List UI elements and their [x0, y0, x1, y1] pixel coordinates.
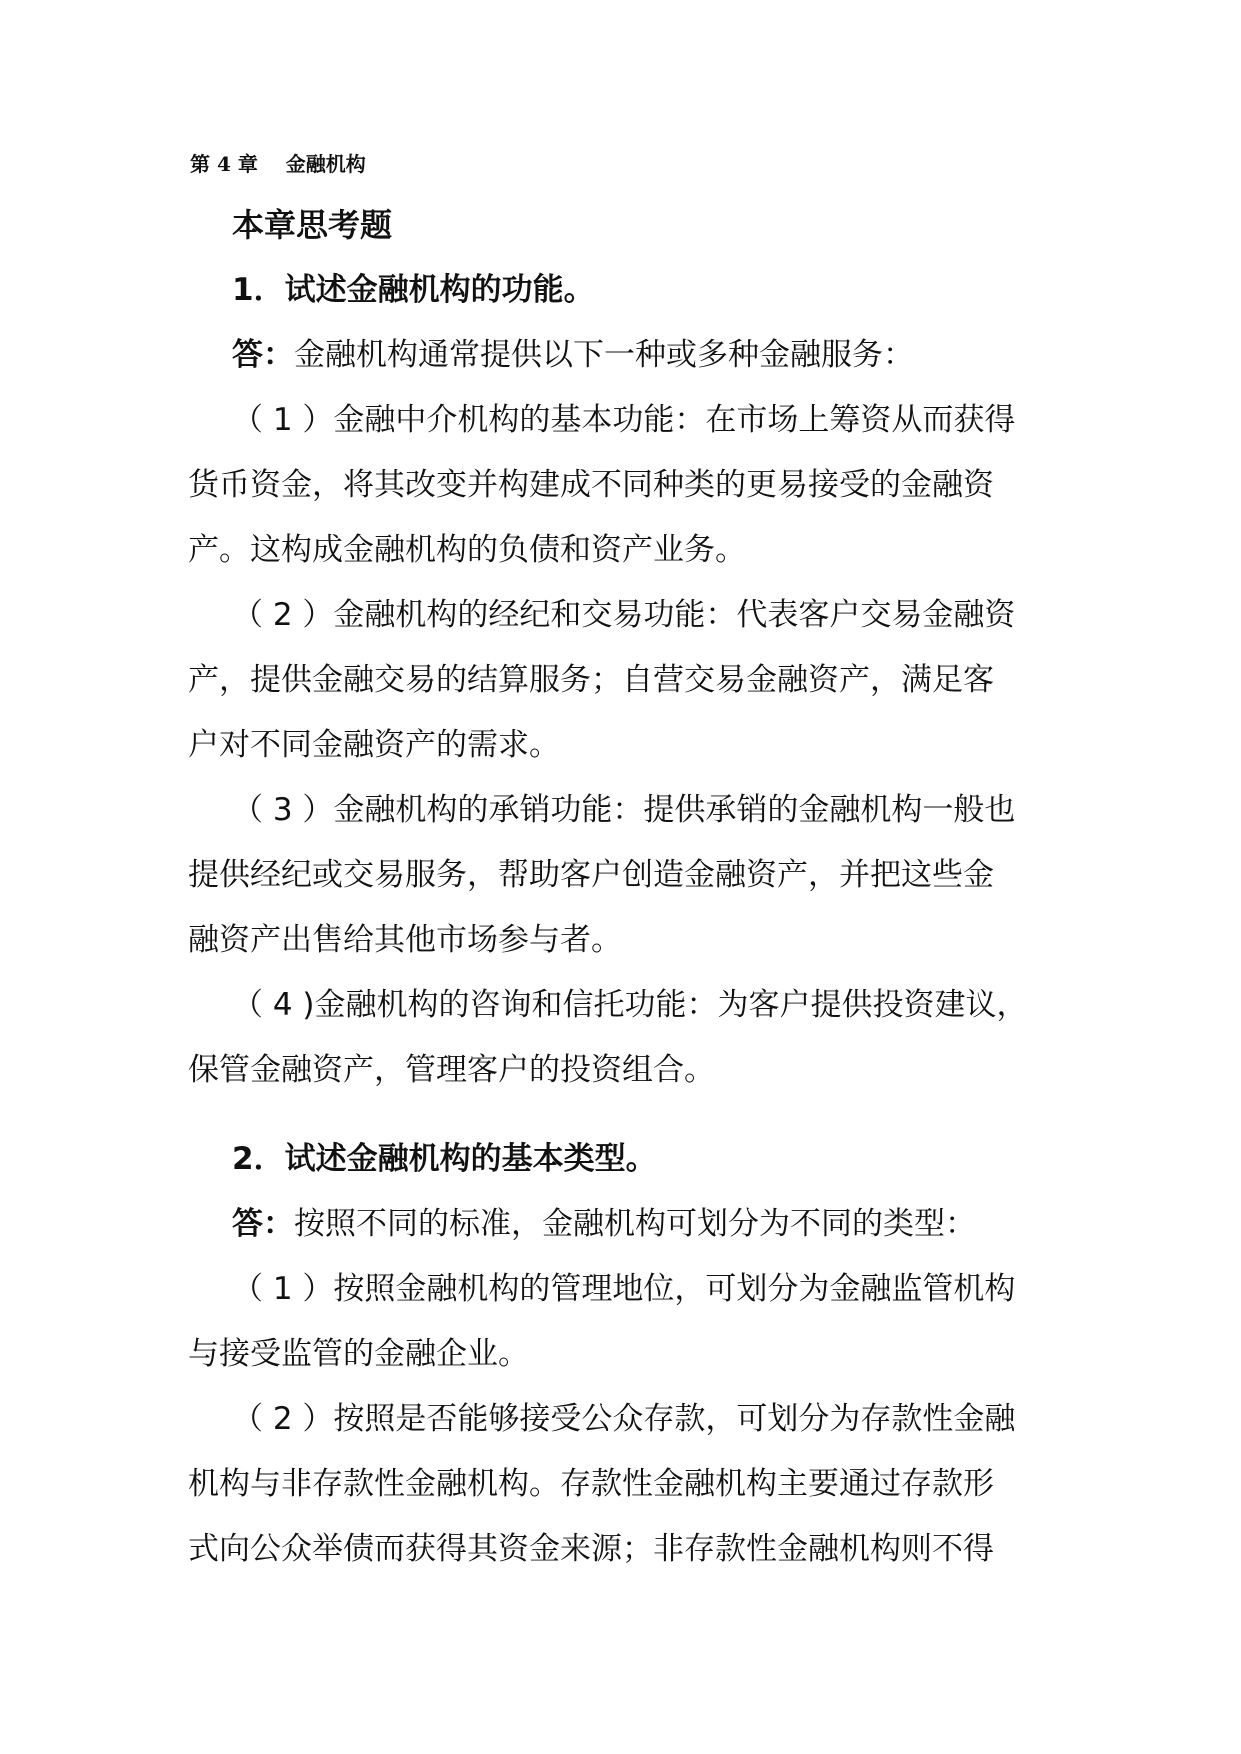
q1-p2-line-3: 户对不同金融资产的需求。 — [188, 727, 560, 763]
document-body — [188, 193, 1060, 1582]
q2-p2-line-2: 机构与非存款性金融机构。存款性金融机构主要通过存款形 — [188, 1466, 994, 1502]
q2-p1-line-2: 与接受监管的金融企业。 — [188, 1336, 529, 1372]
q1-p3-line-2: 提供经纪或交易服务，帮助客户创造金融资产，并把这些金 — [188, 857, 994, 893]
q1-p1-line-3: 产。这构成金融机构的负债和资产业务。 — [188, 532, 746, 568]
q2-p1-line-1: （ 1 ）按照金融机构的管理地位，可划分为金融监管机构 — [232, 1271, 1016, 1307]
question-2-answer-intro — [188, 1192, 1060, 1257]
q1-p1-line-1: （ 1 ）金融中介机构的基本功能：在市场上筹资从而获得 — [232, 402, 1016, 438]
q1-p2-line-1: （ 2 ）金融机构的经纪和交易功能：代表客户交易金融资 — [232, 597, 1016, 633]
answer-label: 答： — [232, 1206, 294, 1242]
q1-p3-line-1: （ 3 ）金融机构的承销功能：提供承销的金融机构一般也 — [232, 792, 1016, 828]
q1-p1-line-2: 货币资金，将其改变并构建成不同种类的更易接受的金融资 — [188, 467, 994, 503]
q1-p2-line-2: 产，提供金融交易的结算服务；自营交易金融资产，满足客 — [188, 662, 994, 698]
answer-label: 答： — [232, 337, 294, 373]
paragraph-gap — [188, 1103, 1060, 1127]
question-1-answer-intro — [188, 323, 1060, 388]
answer-intro-text: 按照不同的标准，金融机构可划分为不同的类型： — [294, 1206, 976, 1242]
q2-p2-line-3: 式向公众举债而获得其资金来源；非存款性金融机构则不得 — [188, 1531, 994, 1567]
section-title: 本章思考题 — [232, 206, 393, 244]
question-2-title: 2．试述金融机构的基本类型。 — [232, 1141, 657, 1177]
running-header: 第 4 章 金融机构 — [190, 152, 366, 176]
q1-p4-line-2: 保管金融资产，管理客户的投资组合。 — [188, 1052, 715, 1088]
q1-p3-line-3: 融资产出售给其他市场参与者。 — [188, 922, 622, 958]
answer-intro-text: 金融机构通常提供以下一种或多种金融服务： — [294, 337, 914, 373]
q2-p2-line-1: （ 2 ）按照是否能够接受公众存款，可划分为存款性金融 — [232, 1401, 1016, 1437]
q1-p4-line-1: （ 4 )金融机构的咨询和信托功能：为客户提供投资建议， — [232, 987, 1028, 1023]
question-1-title: 1．试述金融机构的功能。 — [232, 272, 595, 308]
